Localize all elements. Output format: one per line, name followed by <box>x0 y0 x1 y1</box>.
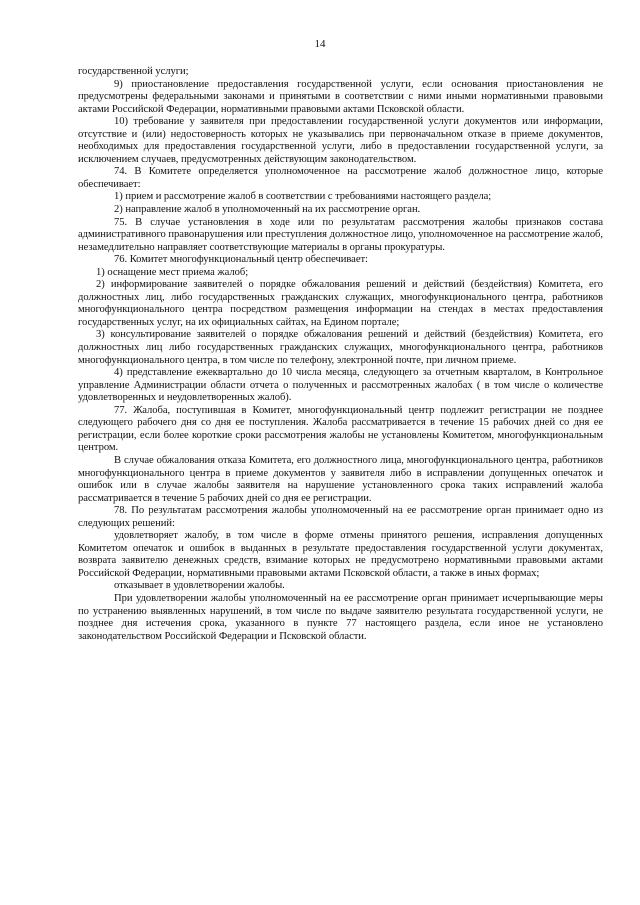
paragraph-76-item-1: 1) оснащение мест приема жалоб; <box>96 266 249 278</box>
paragraph-76: 76. Комитет многофункциональный центр обеспечивает: <box>114 254 368 266</box>
paragraph-75: 75. В случае установления в ходе или по результатам рассмотрения жалобы признаков состава административного правонарушения или преступления должностное лицо, уполномоченное на рассмотрение жалоб, незамедлительно направляет соответствующие материалы в органы прокуратуры. <box>78 216 603 253</box>
paragraph-74: 74. В Комитете определяется уполномоченное на рассмотрение жалоб должностное лицо, которые обеспечивает: <box>78 166 603 190</box>
paragraph-continuation: государственной услуги; <box>78 66 189 77</box>
document-body <box>78 66 603 643</box>
paragraph-74-item-2: 2) направление жалоб в уполномоченный на их рассмотрение орган. <box>114 204 421 216</box>
paragraph-76-item-3: 3) консультирование заявителей о порядке обжалования решений и действий (бездействия) Комитета, его должностных лиц либо государственных гражданских служащих, многофункционального центра, работников многофункционального центра, в том числе по телефону, электронной почте, при личном приеме. <box>78 329 603 366</box>
paragraph-76-item-2: 2) информирование заявителей о порядке обжалования решений и действий (бездействия) Комитета, его должностных лиц, либо государственных гражданских служащих, многофункционального центра, работников многофункционального центра посредством размещения информации на стендах в местах предоставления государственных услуг, на их официальных сайтах, на Едином портале; <box>78 279 603 328</box>
paragraph-78-option-satisfy: удовлетворяет жалобу, в том числе в форме отмены принятого решения, исправления допущенных Комитетом опечаток и ошибок в выданных в результате предоставления государственной услуги документах, возврата заявителю денежных средств, взимание которых не предусмотрено нормативными правовыми актами Российской Федерации, нормативными правовыми актами Псковской области, а также в иных формах; <box>78 530 603 579</box>
paragraph-item-10: 10) требование у заявителя при предоставлении государственной услуги документов или информации, отсутствие и (или) недостоверность которых не указывались при первоначальном отказе в приеме документов, необходимых для предоставления государственной услуги, либо в предоставлении государственной услуги, за исключением случаев, предусмотренных действующим законодательством. <box>78 116 603 165</box>
paragraph-78-option-refuse: отказывает в удовлетворении жалобы. <box>114 580 285 592</box>
paragraph-item-9: 9) приостановление предоставления государственной услуги, если основания приостановления не предусмотрены федеральными законами и принятыми в соответствии с ними иными нормативными правовыми актами Российской Федерации, нормативными правовыми актами Псковской области. <box>78 78 603 115</box>
paragraph-77: 77. Жалоба, поступившая в Комитет, многофункциональный центр подлежит регистрации не позднее следующего рабочего дня со дня ее поступления. Жалоба рассматривается в течение 15 рабочих дней со дня ее регистрации, если более короткие сроки рассмотрения жалобы не установлены Комитетом, многофункциональным центром. <box>78 404 603 454</box>
paragraph-78: 78. По результатам рассмотрения жалобы уполномоченный на ее рассмотрение орган принимает одно из следующих решений: <box>78 505 603 529</box>
paragraph-satisfaction-measures: При удовлетворении жалобы уполномоченный на ее рассмотрение орган принимает исчерпывающие меры по устранению выявленных нарушений, в том числе по выдаче заявителю результата государственной услуги, не позднее дня истечения срока, указанного в пункте 77 настоящего раздела, если иное не установлено законодательством Российской Федерации и Псковской области. <box>78 592 603 642</box>
paragraph-74-item-1: 1) прием и рассмотрение жалоб в соответствии с требованиями настоящего раздела; <box>114 191 492 203</box>
paragraph-76-item-4: 4) представление ежеквартально до 10 числа месяца, следующего за отчетным кварталом, в Контрольное управление Администрации области отчета о полученных и рассмотренных жалобах ( в том числе о количестве удовлетворенных и неудовлетворенных жалоб). <box>78 367 603 404</box>
page-number: 14 <box>314 38 326 50</box>
paragraph-77-note: В случае обжалования отказа Комитета, его должностного лица, многофункционального центра, работников многофункционального центра в приеме документов у заявителя либо в исправлении допущенных опечаток и ошибок или в случае жалобы заявителя на нарушение установленного срока таких исправлений жалоба рассматривается в течение 5 рабочих дней со дня ее регистрации. <box>78 454 603 504</box>
